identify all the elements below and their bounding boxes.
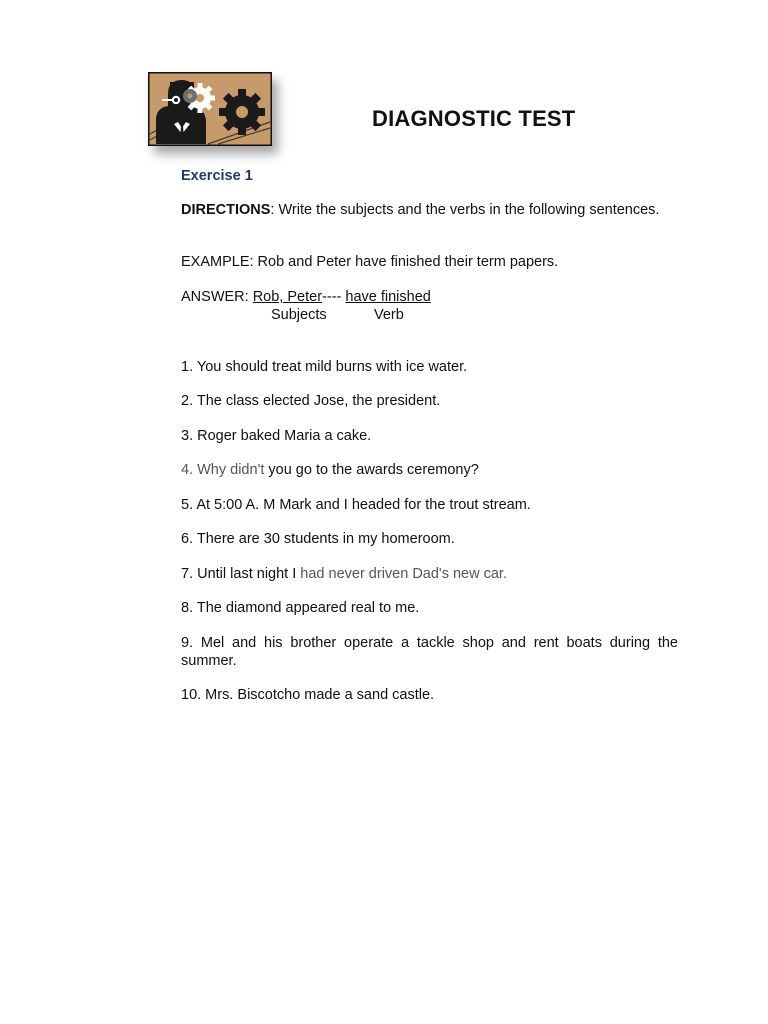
list-item: 9. Mel and his brother operate a tackle shop and rent boats during the summer.: [181, 635, 678, 669]
page-title: DIAGNOSTIC TEST: [372, 106, 576, 131]
example-sentence: EXAMPLE: Rob and Peter have finished their term papers.: [181, 254, 559, 270]
list-item: 8. The diamond appeared real to me.: [181, 600, 420, 616]
sentence-7-rest: had never driven Dad's new car.: [300, 566, 507, 582]
answer-separator: ----: [322, 289, 346, 305]
directions-paragraph: [181, 202, 678, 220]
sentence-7-lead: 7. Until last night I: [181, 566, 301, 582]
list-item: [181, 462, 678, 480]
list-item: 3. Roger baked Maria a cake.: [181, 428, 372, 444]
answer-verb: have finished: [345, 289, 431, 305]
list-item: 2. The class elected Jose, the president.: [181, 393, 441, 409]
answer-prefix: ANSWER:: [181, 289, 253, 305]
directions-text: : Write the subjects and the verbs in the following sentences.: [270, 202, 660, 218]
answer-line: [181, 289, 678, 307]
subjects-label: Subjects: [271, 307, 327, 323]
list-item: [181, 566, 678, 584]
exercise-heading: Exercise 1: [181, 168, 253, 184]
sentence-4-lead: 4. Why didn't: [181, 462, 265, 478]
logo-gears-icon: [148, 72, 272, 146]
answer-subjects: Rob, Peter: [252, 289, 323, 305]
list-item: 1. You should treat mild burns with ice water.: [181, 359, 468, 375]
sentence-4-rest: you go to the awards ceremony?: [264, 462, 479, 478]
directions-label: DIRECTIONS: [181, 202, 271, 218]
list-item: 5. At 5:00 A. M Mark and I headed for the trout stream.: [181, 497, 531, 513]
list-item: 6. There are 30 students in my homeroom.: [181, 531, 455, 547]
list-item: 10. Mrs. Biscotcho made a sand castle.: [181, 687, 435, 703]
verb-label: Verb: [374, 307, 404, 323]
